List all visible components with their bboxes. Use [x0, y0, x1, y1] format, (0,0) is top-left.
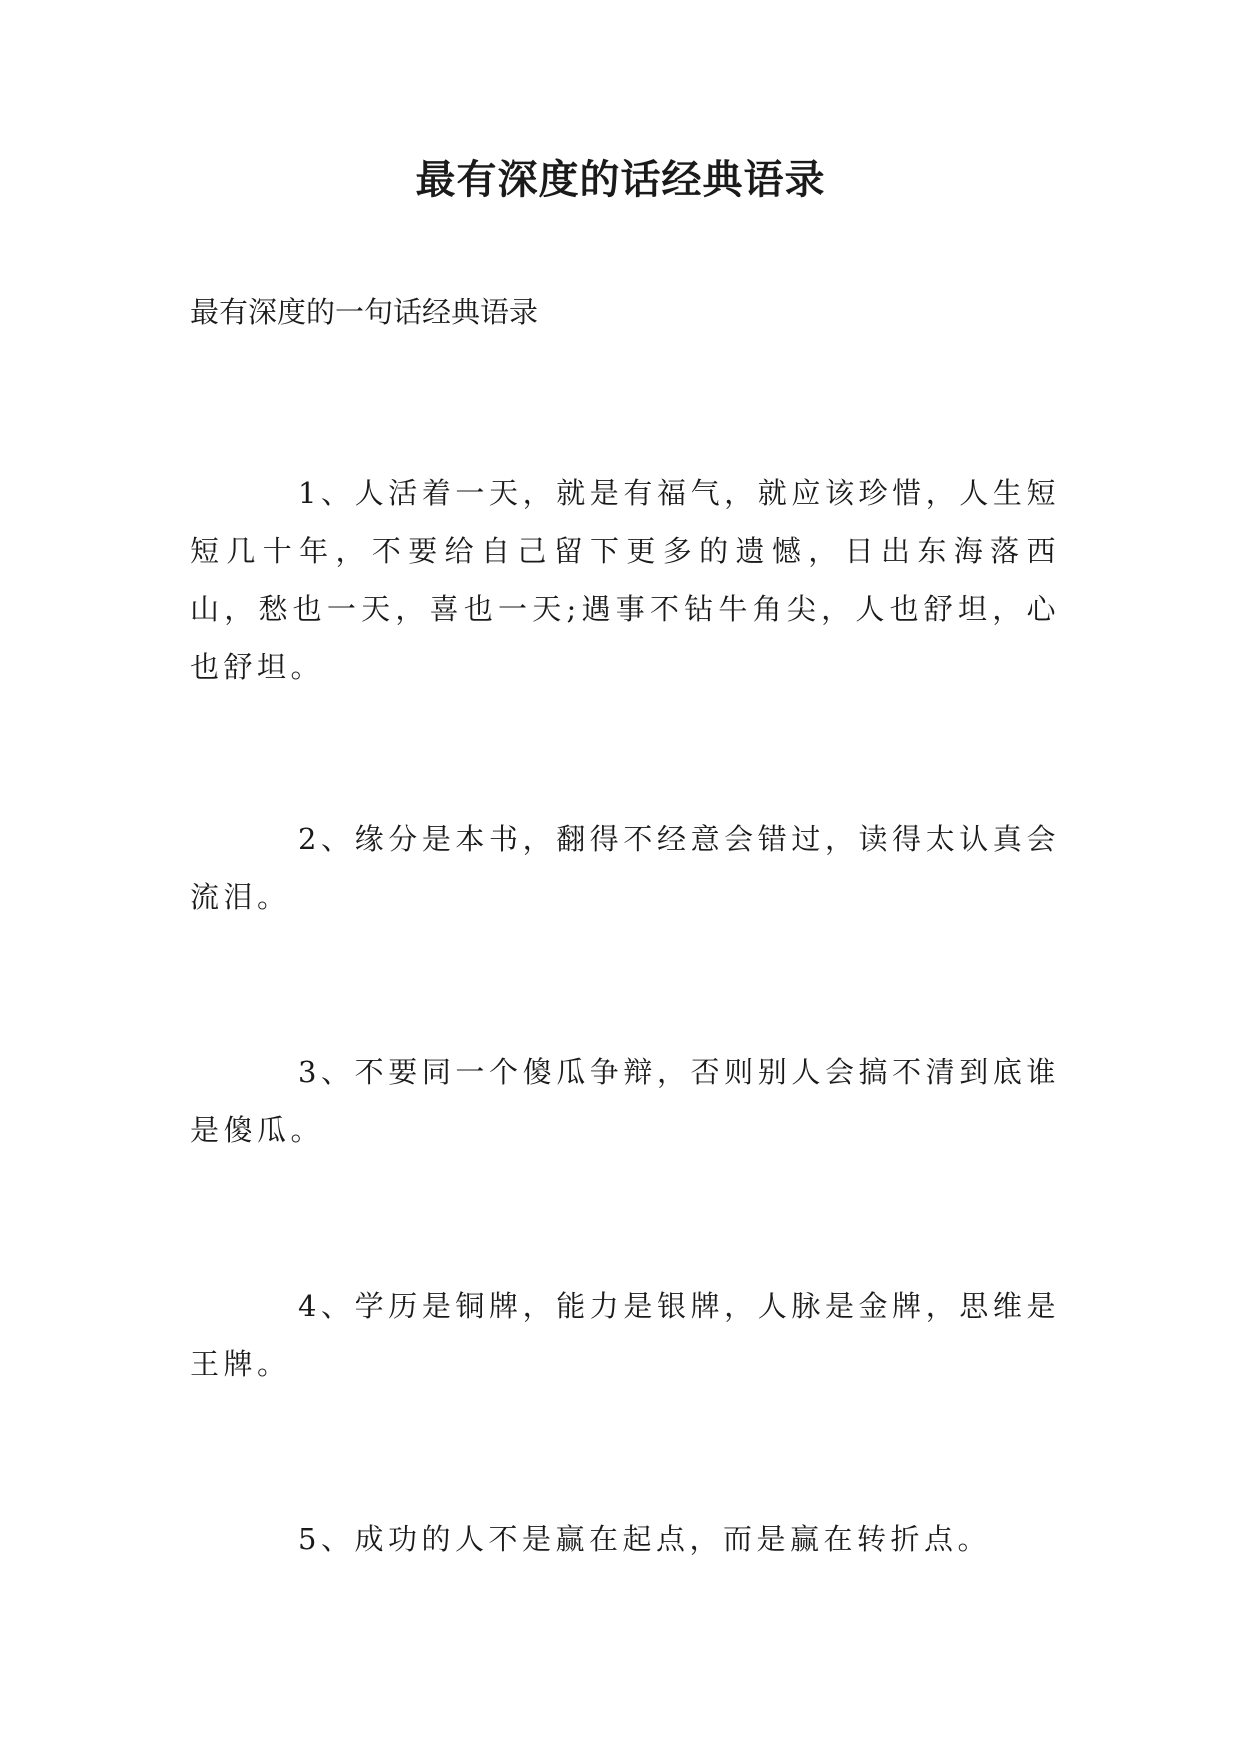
quote-paragraph-2: 2、缘分是本书，翻得不经意会错过，读得太认真会流泪。 — [190, 822, 1060, 914]
quote-paragraph-1: 1、人活着一天，就是有福气，就应该珍惜，人生短短几十年，不要给自己留下更多的遗憾，日出东海落西山，愁也一天，喜也一天;遇事不钻牛角尖，人也舒坦，心也舒坦。 — [190, 476, 1060, 684]
quote-paragraph-3: 3、不要同一个傻瓜争辩，否则别人会搞不清到底谁是傻瓜。 — [190, 1055, 1060, 1147]
quote-paragraph-4: 4、学历是铜牌，能力是银牌，人脉是金牌，思维是王牌。 — [190, 1289, 1060, 1381]
quote-paragraph-5: 5、成功的人不是赢在起点，而是赢在转折点。 — [298, 1522, 991, 1556]
document-subtitle: 最有深度的一句话经典语录 — [190, 295, 539, 329]
document-title: 最有深度的话经典语录 — [415, 157, 826, 203]
